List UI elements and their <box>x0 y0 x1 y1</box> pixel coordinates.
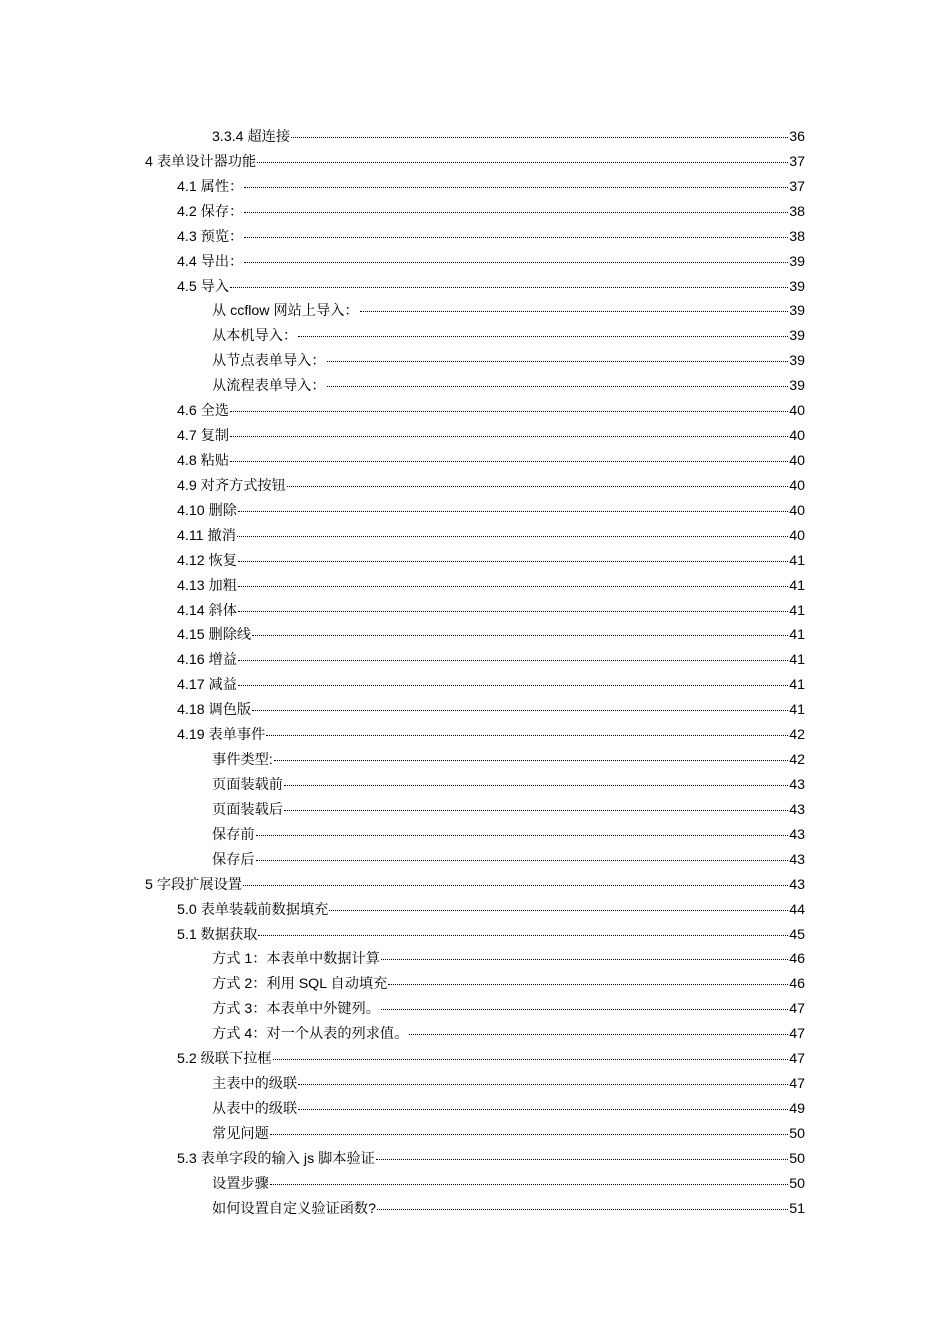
toc-entry[interactable] <box>0 125 950 150</box>
toc-entry-label: 4.17 减益 <box>177 677 237 694</box>
toc-entry-page-number: 44 <box>789 901 805 918</box>
toc-entry[interactable] <box>0 972 950 997</box>
toc-entry-page-number: 47 <box>789 1026 805 1043</box>
toc-entry-label: 4.2 保存： <box>177 203 244 220</box>
toc-entry-label: 事件类型: <box>212 752 273 769</box>
toc-entry-label: 5.0 表单装载前数据填充 <box>177 901 329 918</box>
toc-entry-page-number: 39 <box>789 378 805 395</box>
toc-entry-page-number: 47 <box>789 1076 805 1093</box>
toc-entry-label: 4.19 表单事件 <box>177 727 266 744</box>
toc-entry-label: 方式 2：利用 SQL 自动填充 <box>212 976 388 993</box>
toc-entry-page-number: 40 <box>789 502 805 519</box>
toc-dot-leader <box>284 810 788 811</box>
toc-dot-leader <box>270 1184 788 1185</box>
toc-entry-label: 4.18 调色版 <box>177 702 252 719</box>
toc-entry[interactable] <box>0 349 950 374</box>
toc-entry[interactable] <box>0 499 950 524</box>
toc-entry[interactable] <box>0 623 950 648</box>
toc-entry-page-number: 45 <box>789 926 805 943</box>
toc-dot-leader <box>388 984 788 985</box>
toc-entry-label: 从流程表单导入： <box>212 378 326 395</box>
toc-dot-leader <box>238 611 788 612</box>
toc-entry-label: 方式 1：本表单中数据计算 <box>212 951 380 968</box>
toc-entry-label: 4.8 粘贴 <box>177 452 230 469</box>
toc-entry-label: 4.12 恢复 <box>177 552 237 569</box>
toc-entry-label: 4.10 删除 <box>177 502 237 519</box>
toc-entry[interactable] <box>0 399 950 424</box>
toc-dot-leader <box>409 1034 788 1035</box>
toc-entry-label: 从 ccflow 网站上导入： <box>212 303 359 320</box>
toc-entry-label: 从表中的级联 <box>212 1100 298 1117</box>
toc-entry-page-number: 50 <box>789 1150 805 1167</box>
toc-entry-label: 4.1 属性： <box>177 178 244 195</box>
toc-entry-label: 页面装载后 <box>212 801 283 818</box>
toc-dot-leader <box>243 885 788 886</box>
toc-entry-page-number: 41 <box>789 652 805 669</box>
toc-entry[interactable] <box>0 698 950 723</box>
toc-entry-label: 设置步骤 <box>212 1175 269 1192</box>
toc-dot-leader <box>256 835 789 836</box>
toc-entry[interactable] <box>0 997 950 1022</box>
toc-dot-leader <box>298 336 788 337</box>
toc-dot-leader <box>252 635 788 636</box>
toc-entry[interactable] <box>0 225 950 250</box>
toc-dot-leader <box>257 162 788 163</box>
toc-dot-leader <box>287 486 788 487</box>
toc-dot-leader <box>238 660 788 661</box>
toc-entry-page-number: 36 <box>789 129 805 145</box>
toc-entry-page-number: 38 <box>789 203 805 220</box>
toc-entry[interactable] <box>0 673 950 698</box>
toc-dot-leader <box>360 311 789 312</box>
toc-dot-leader <box>244 237 788 238</box>
toc-entry-label: 4.15 删除线 <box>177 627 252 644</box>
toc-entry[interactable] <box>0 599 950 624</box>
toc-entry-page-number: 40 <box>789 428 805 445</box>
toc-entry-page-number: 40 <box>789 403 805 420</box>
toc-entry-label: 4.16 增益 <box>177 652 237 669</box>
toc-entry[interactable] <box>0 250 950 275</box>
toc-dot-leader <box>298 1109 788 1110</box>
toc-entry-page-number: 41 <box>789 602 805 619</box>
table-of-contents <box>0 125 950 1222</box>
toc-dot-leader <box>230 461 788 462</box>
toc-entry[interactable] <box>0 848 950 873</box>
toc-entry-label: 4.11 撤消 <box>177 527 236 544</box>
toc-entry[interactable] <box>0 1147 950 1172</box>
toc-entry-label: 如何设置自定义验证函数? <box>212 1200 376 1217</box>
toc-entry-label: 4.4 导出： <box>177 253 244 270</box>
toc-entry[interactable] <box>0 1197 950 1222</box>
toc-entry[interactable] <box>0 723 950 748</box>
toc-entry-label: 4.7 复制 <box>177 428 230 445</box>
toc-entry[interactable] <box>0 898 950 923</box>
toc-entry-page-number: 39 <box>789 253 805 270</box>
toc-entry-label: 4.9 对齐方式按钮 <box>177 477 286 494</box>
toc-entry-page-number: 41 <box>789 677 805 694</box>
toc-entry-page-number: 38 <box>789 228 805 245</box>
toc-entry-label: 4.6 全选 <box>177 403 230 420</box>
toc-dot-leader <box>377 1209 788 1210</box>
toc-entry-page-number: 43 <box>789 801 805 818</box>
toc-entry-page-number: 40 <box>789 527 805 544</box>
toc-entry-page-number: 43 <box>789 876 805 893</box>
toc-entry-label: 5 字段扩展设置 <box>145 876 242 893</box>
toc-entry-page-number: 43 <box>789 851 805 868</box>
toc-entry-page-number: 43 <box>789 776 805 793</box>
toc-entry-label: 页面装载前 <box>212 776 283 793</box>
toc-entry-page-number: 46 <box>789 951 805 968</box>
toc-entry-label: 4.5 导入 <box>177 278 230 295</box>
toc-entry-label: 5.2 级联下拉框 <box>177 1051 272 1068</box>
toc-entry[interactable] <box>0 200 950 225</box>
toc-entry[interactable] <box>0 773 950 798</box>
toc-entry-page-number: 40 <box>789 452 805 469</box>
toc-entry-page-number: 39 <box>789 353 805 370</box>
toc-dot-leader <box>291 137 788 138</box>
toc-entry-page-number: 49 <box>789 1100 805 1117</box>
toc-entry[interactable] <box>0 175 950 200</box>
toc-entry-page-number: 41 <box>789 552 805 569</box>
toc-entry-page-number: 39 <box>789 278 805 295</box>
toc-entry-page-number: 43 <box>789 826 805 843</box>
toc-dot-leader <box>381 959 788 960</box>
toc-dot-leader <box>270 1134 788 1135</box>
toc-entry-label: 保存前 <box>212 826 255 843</box>
toc-entry[interactable] <box>0 1072 950 1097</box>
toc-entry[interactable] <box>0 798 950 823</box>
toc-entry[interactable] <box>0 549 950 574</box>
toc-dot-leader <box>273 1059 789 1060</box>
toc-entry-page-number: 37 <box>789 153 805 170</box>
toc-entry-label: 4.14 斜体 <box>177 602 237 619</box>
toc-dot-leader <box>284 785 788 786</box>
toc-entry-label: 从本机导入： <box>212 328 298 345</box>
toc-dot-leader <box>238 561 788 562</box>
toc-entry-page-number: 41 <box>789 577 805 594</box>
toc-dot-leader <box>266 735 788 736</box>
toc-dot-leader <box>230 287 788 288</box>
toc-entry[interactable] <box>0 574 950 599</box>
toc-entry-page-number: 47 <box>789 1051 805 1068</box>
toc-entry-label: 4 表单设计器功能 <box>145 153 257 170</box>
toc-entry-label: 方式 3：本表单中外键列。 <box>212 1001 380 1018</box>
toc-dot-leader <box>238 685 788 686</box>
toc-dot-leader <box>298 1084 788 1085</box>
toc-entry[interactable] <box>0 424 950 449</box>
toc-entry-label: 方式 4：对一个从表的列求值。 <box>212 1026 409 1043</box>
toc-dot-leader <box>244 187 788 188</box>
toc-entry[interactable] <box>0 449 950 474</box>
toc-dot-leader <box>327 361 789 362</box>
toc-dot-leader <box>329 910 788 911</box>
toc-dot-leader <box>230 411 788 412</box>
toc-dot-leader <box>327 386 789 387</box>
toc-entry[interactable] <box>0 823 950 848</box>
toc-entry-page-number: 47 <box>789 1001 805 1018</box>
toc-entry[interactable] <box>0 1022 950 1047</box>
toc-entry-page-number: 51 <box>789 1200 805 1217</box>
toc-entry[interactable] <box>0 1047 950 1072</box>
toc-entry-page-number: 50 <box>789 1125 805 1142</box>
toc-dot-leader <box>258 935 788 936</box>
toc-entry[interactable] <box>0 150 950 175</box>
toc-dot-leader <box>381 1009 788 1010</box>
toc-entry-page-number: 39 <box>789 328 805 345</box>
toc-entry[interactable] <box>0 474 950 499</box>
toc-entry[interactable] <box>0 648 950 673</box>
toc-entry[interactable] <box>0 1097 950 1122</box>
toc-dot-leader <box>252 710 788 711</box>
toc-entry-page-number: 42 <box>789 752 805 769</box>
toc-entry-page-number: 39 <box>789 303 805 320</box>
toc-entry-label: 常见问题 <box>212 1125 269 1142</box>
toc-entry-page-number: 46 <box>789 976 805 993</box>
toc-dot-leader <box>238 586 788 587</box>
toc-dot-leader <box>244 262 788 263</box>
toc-dot-leader <box>230 436 788 437</box>
toc-entry[interactable] <box>0 923 950 948</box>
toc-entry[interactable] <box>0 1122 950 1147</box>
toc-dot-leader <box>256 860 789 861</box>
toc-entry-page-number: 37 <box>789 178 805 195</box>
toc-entry-label: 主表中的级联 <box>212 1076 298 1093</box>
toc-entry-label: 5.3 表单字段的输入 js 脚本验证 <box>177 1150 375 1167</box>
toc-entry-label: 5.1 数据获取 <box>177 926 258 943</box>
toc-entry-label: 3.3.4 超连接 <box>212 129 291 145</box>
toc-dot-leader <box>238 511 788 512</box>
toc-entry-page-number: 41 <box>789 702 805 719</box>
toc-entry-label: 4.3 预览： <box>177 228 244 245</box>
toc-entry-label: 保存后 <box>212 851 255 868</box>
toc-entry-label: 从节点表单导入： <box>212 353 326 370</box>
toc-entry[interactable] <box>0 324 950 349</box>
toc-entry-page-number: 50 <box>789 1175 805 1192</box>
toc-entry[interactable] <box>0 1172 950 1197</box>
toc-entry[interactable] <box>0 748 950 773</box>
toc-dot-leader <box>274 760 789 761</box>
toc-entry[interactable] <box>0 947 950 972</box>
toc-entry[interactable] <box>0 524 950 549</box>
toc-dot-leader <box>376 1159 788 1160</box>
toc-entry[interactable] <box>0 299 950 324</box>
toc-dot-leader <box>237 536 788 537</box>
toc-dot-leader <box>244 212 788 213</box>
toc-entry-page-number: 42 <box>789 727 805 744</box>
toc-entry[interactable] <box>0 275 950 300</box>
toc-entry[interactable] <box>0 374 950 399</box>
toc-entry-page-number: 41 <box>789 627 805 644</box>
toc-entry-label: 4.13 加粗 <box>177 577 237 594</box>
toc-entry[interactable] <box>0 873 950 898</box>
toc-entry-page-number: 40 <box>789 477 805 494</box>
